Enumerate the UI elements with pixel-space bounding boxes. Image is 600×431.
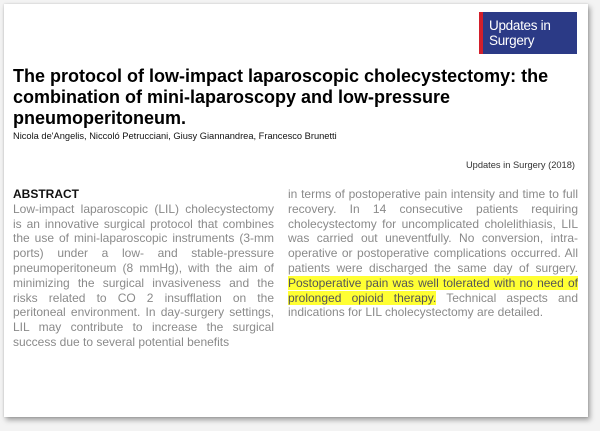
logo-line-1: Updates in bbox=[489, 18, 551, 33]
article-title: The protocol of low-impact laparoscopic cholecystectomy: the combination of mini-laparoscopy and low-pressure pneumoperitoneum. bbox=[13, 66, 549, 128]
article-citation: Updates in Surgery (2018) bbox=[465, 160, 575, 170]
abstract-text-left: Low-impact laparoscopic (LIL) cholecystectomy is an innovative surgical protocol that combines the use of mini-laparoscopic instruments (3-mm ports) under a low- and stable-pressure pneumoperitoneum (8 mmHg), with the aim of minimizing the surgical invasiveness and the risks related to CO 2 insufflation on the peritoneal environment. In day-surgery settings, LIL may contribute to increase the surgical success due to several potential benefits bbox=[13, 201, 274, 349]
article-authors: Nicola de'Angelis, Niccoló Petrucciani, Giusy Giannandrea, Francesco Brunetti bbox=[13, 131, 337, 141]
abstract-heading: ABSTRACT bbox=[13, 187, 79, 201]
abstract-column-left bbox=[13, 187, 274, 350]
abstract-text-right-after: Technical aspects and indications for LIL cholecystectomy are detailed. bbox=[288, 290, 578, 320]
abstract-column-right bbox=[288, 187, 578, 320]
abstract-text-right bbox=[288, 187, 578, 320]
paper-page bbox=[4, 4, 588, 417]
abstract-text-right-before: in terms of postoperative pain intensity and time to full recovery. In 14 consecutive patients requiring cholecystectomy for uncomplicated cholelithiasis, LIL was carried out uneventfully. No conversion, intra-operative or postoperative complications occurred. All patients were discharged the same day of surgery. bbox=[288, 187, 578, 275]
logo-accent-bar bbox=[479, 12, 483, 54]
logo-line-2: Surgery bbox=[489, 33, 535, 48]
journal-logo bbox=[479, 12, 577, 54]
highlighted-sentence: Postoperative pain was well tolerated with no need of prolonged opioid therapy. bbox=[288, 275, 578, 305]
